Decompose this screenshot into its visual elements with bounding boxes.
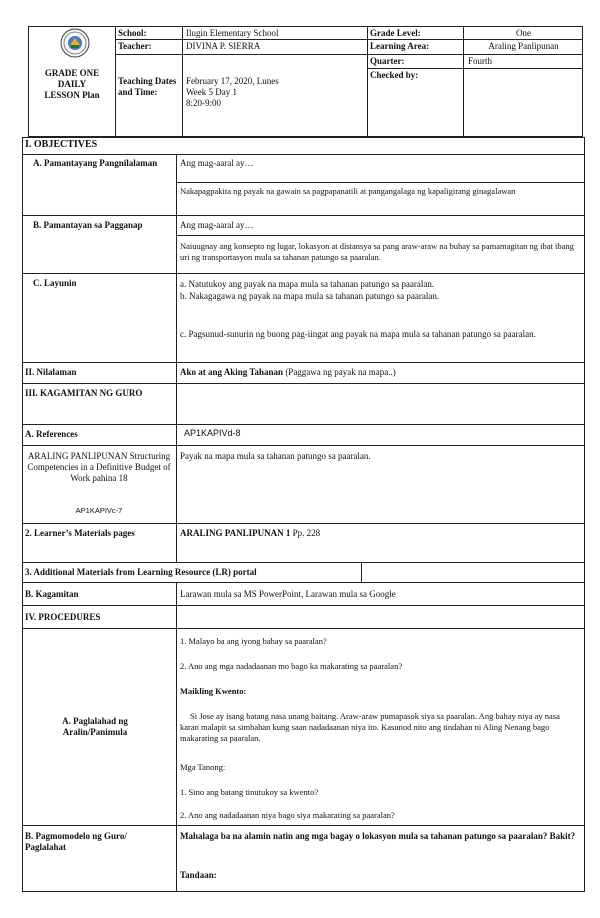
references-source-value: Payak na mapa mula sa tahanan patungo sa paaralan. bbox=[180, 451, 371, 461]
additional-materials-label: 3. Additional Materials from Learning Resource (LR) portal bbox=[25, 567, 257, 577]
paglalahad-label: A. Paglalahad ng Aralin/Panimula bbox=[62, 716, 128, 737]
references-source-code: AP1KAPIVc-7 bbox=[75, 506, 123, 515]
school-seal-logo bbox=[60, 28, 90, 58]
week-value: Week 5 Day 1 bbox=[186, 87, 238, 97]
nilalaman-title: Ako at ang Aking Tahanan bbox=[180, 367, 284, 377]
learning-area-value: Araling Panlipunan bbox=[488, 41, 559, 51]
tandaan-label: Tandaan: bbox=[180, 870, 217, 880]
learners-materials-label: 2. Learner’s Materials pages bbox=[25, 528, 135, 538]
learning-area-label: Learning Area: bbox=[370, 41, 430, 51]
pagmomodelo-label: B. Pagmomodelo ng Guro/ Paglalahat bbox=[25, 831, 127, 852]
tanong-1: 1. Sino ang batang tinutukoy sa kwento? bbox=[180, 787, 319, 797]
pagmomodelo-question: Mahalaga ba na alamin natin ang mga bagay o lokasyon mula sa tahanan patungo sa paaralan? Bakit? bbox=[180, 831, 576, 841]
nilalaman-subtitle: (Paggawa ng payak na mapa..) bbox=[283, 367, 396, 377]
procedure-question-2: 2. Ano ang mga nadadaanan mo bago ka makarating sa paaralan? bbox=[180, 661, 403, 671]
nilalaman-label: II. Nilalaman bbox=[25, 367, 77, 377]
quarter-value: Fourth bbox=[468, 56, 493, 66]
kagamitan-guro-label: III. KAGAMITAN NG GURO bbox=[25, 388, 143, 398]
objectives-a-label: A. Pamantayang Pangnilalaman bbox=[33, 158, 158, 168]
objectives-b-line2: Naiuugnay ang konsepto ng lugar, lokasyon at distansya sa pang araw-araw na buhay sa pamamagitan ng ibat ibang uri ng transportasyon mula sa tahanan patungo sa paaralan. bbox=[180, 241, 574, 262]
layunin-item-b: b. Nakagagawa ng payak na mapa mula sa tahanan patungo sa paaralan. bbox=[180, 291, 440, 301]
grade-level-label: Grade Level: bbox=[370, 28, 421, 38]
quarter-label: Quarter: bbox=[370, 56, 405, 66]
learners-materials-pages: Pp. 228 bbox=[290, 528, 321, 538]
teacher-label: Teacher: bbox=[118, 41, 152, 51]
objectives-title: I. OBJECTIVES bbox=[25, 139, 98, 150]
objectives-b-line1: Ang mag-aaral ay… bbox=[180, 220, 254, 230]
teaching-dates-label: Teaching Dates and Time: bbox=[118, 76, 177, 97]
story-title: Maikling Kwento: bbox=[180, 686, 247, 696]
layunin-item-c: c. Pagsunud-sunurin ng buong pag-iingat ang payak na mapa mula sa tahanan patungo sa paaralan. bbox=[180, 329, 536, 339]
learners-materials-book: ARALING PANLIPUNAN 1 bbox=[180, 528, 291, 538]
references-code: AP1KAPIVd-8 bbox=[184, 428, 241, 438]
tanong-title: Mga Tanong: bbox=[180, 762, 226, 772]
school-label: School: bbox=[118, 28, 147, 38]
grade-level-value: One bbox=[516, 28, 531, 38]
procedures-label: IV. PROCEDURES bbox=[25, 612, 101, 622]
objectives-b-label: B. Pamantayan sa Pagganap bbox=[33, 220, 143, 230]
procedure-question-1: 1. Malayo ba ang iyong bahay sa paaralan? bbox=[180, 636, 327, 646]
layunin-item-a: a. Natutukoy ang payak na mapa mula sa tahanan patungo sa paaralan. bbox=[180, 279, 435, 289]
kagamitan-label: B. Kagamitan bbox=[25, 589, 79, 599]
objectives-a-line2: Nakapagpakita ng payak na gawain sa pagpapanatili at pangangalaga ng kapaligirang ginagalawan bbox=[180, 186, 516, 196]
references-label: A. References bbox=[25, 429, 78, 439]
nilalaman-value bbox=[180, 367, 580, 378]
checked-by-label: Checked by: bbox=[370, 70, 419, 80]
school-value: Ilugin Elementary School bbox=[186, 28, 279, 38]
learners-materials-value bbox=[180, 528, 580, 539]
grade-block-title: GRADE ONE DAILY LESSON Plan bbox=[44, 68, 100, 100]
story-text: Si Jose ay isang batang nasa unang baitang. Araw-araw pumapasok siya sa paaralan. Ang bahay niya ay nasa karan malapit sa simbahan kung saan nadadaanan niya ito. Kasunod nito ang tindahan ni Aling Nenang bago makarating sa paaralan. bbox=[180, 711, 560, 743]
time-value: 8:20-9:00 bbox=[186, 98, 221, 108]
kagamitan-value: Larawan mula sa MS PowerPoint, Larawan mula sa Google bbox=[180, 589, 396, 599]
tanong-2: 2. Ano ang nadadaanan niya bago siya makarating sa paaralan? bbox=[180, 810, 395, 820]
objectives-a-line1: Ang mag-aaral ay… bbox=[180, 158, 254, 168]
references-source-title: ARALING PANLIPUNAN Structuring Competencies in a Definitive Budget of Work pahina 18 bbox=[27, 451, 171, 483]
date-value: February 17, 2020, Lunes bbox=[186, 76, 279, 86]
teacher-value: DIVINA P. SIERRA bbox=[186, 41, 261, 51]
objectives-c-label: C. Layunin bbox=[33, 278, 77, 288]
